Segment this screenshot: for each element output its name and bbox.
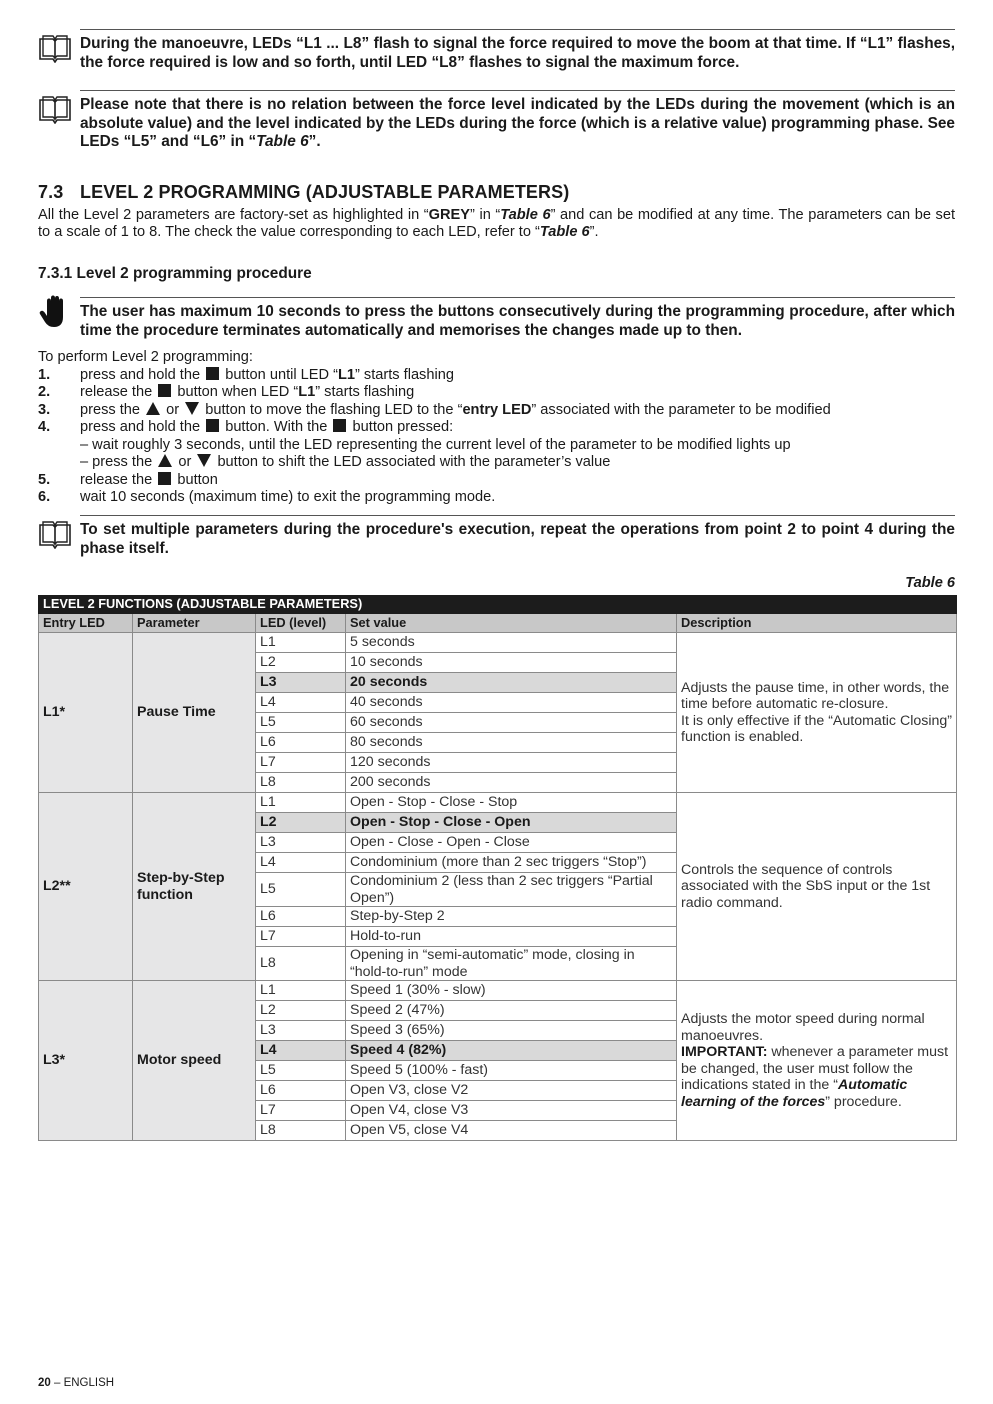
- led-level-cell: L2: [256, 813, 346, 833]
- stop-button-icon: [333, 419, 346, 432]
- led-level-cell: L4: [256, 1041, 346, 1061]
- led-level-cell: L5: [256, 873, 346, 907]
- automatic-learning-link[interactable]: Automatic learning of the forces: [681, 1077, 908, 1110]
- note-text: Please note that there is no relation between the force level indicated by the LEDs during the movement (which is an absolute value) and the level indicated by the LEDs during the force (which is a relative value) programming phase. See LEDs “L5” and “L6” in “Table 6”.: [80, 96, 955, 150]
- set-value-cell: Speed 4 (82%): [346, 1041, 677, 1061]
- led-level-cell: L8: [256, 1121, 346, 1141]
- stop-button-icon: [158, 472, 171, 485]
- note-time-limit: [38, 297, 955, 343]
- set-value-cell: 80 seconds: [346, 733, 677, 753]
- set-value-cell: Step-by-Step 2: [346, 907, 677, 927]
- book-icon: [38, 35, 72, 63]
- led-level-cell: L3: [256, 833, 346, 853]
- step-3: 3. press the or button to move the flashing LED to the “entry LED” associated with the parameter to be modified: [38, 401, 831, 418]
- stop-button-icon: [206, 367, 219, 380]
- parameter-cell: Pause Time: [133, 633, 256, 793]
- parameter-cell: Motor speed: [133, 981, 256, 1141]
- led-level-cell: L7: [256, 927, 346, 947]
- column-header: Set value: [346, 614, 677, 633]
- description-cell: Adjusts the motor speed during normal manoeuvres. IMPORTANT: whenever a parameter must be changed, the user must follow the indications stated in the “Automatic learning of the forces” procedure.: [677, 981, 957, 1141]
- set-value-cell: 10 seconds: [346, 653, 677, 673]
- book-icon: [38, 96, 72, 124]
- led-level-cell: L2: [256, 653, 346, 673]
- note-multiple-params: [38, 515, 955, 561]
- set-value-cell: Opening in “semi-automatic” mode, closing in “hold-to-run” mode: [346, 947, 677, 981]
- page-footer: [38, 1377, 114, 1389]
- set-value-cell: Open - Stop - Close - Open: [346, 813, 677, 833]
- led-level-cell: L1: [256, 633, 346, 653]
- entry-led-cell: L3*: [39, 981, 133, 1141]
- step-4-sub-a: – wait roughly 3 seconds, until the LED representing the current level of the parameter to be modified lights up: [80, 436, 791, 453]
- stop-button-icon: [158, 384, 171, 397]
- section-title: 7.3 LEVEL 2 PROGRAMMING (ADJUSTABLE PARAMETERS): [38, 182, 570, 202]
- entry-led-cell: L1*: [39, 633, 133, 793]
- set-value-cell: Speed 5 (100% - fast): [346, 1061, 677, 1081]
- table-6-link[interactable]: Table 6: [256, 133, 309, 150]
- set-value-cell: Open V5, close V4: [346, 1121, 677, 1141]
- level2-functions-table: [38, 595, 957, 1141]
- set-value-cell: Open V3, close V2: [346, 1081, 677, 1101]
- procedure-lead: To perform Level 2 programming:: [38, 349, 253, 365]
- led-level-cell: L5: [256, 713, 346, 733]
- led-level-cell: L8: [256, 947, 346, 981]
- table-row: [39, 981, 957, 1001]
- set-value-cell: Open V4, close V3: [346, 1101, 677, 1121]
- set-value-cell: 60 seconds: [346, 713, 677, 733]
- step-5: 5. release the button: [38, 471, 218, 488]
- entry-led-cell: L2**: [39, 793, 133, 981]
- subsection-title: 7.3.1 Level 2 programming procedure: [38, 265, 312, 282]
- led-level-cell: L1: [256, 981, 346, 1001]
- step-2: 2. release the button when LED “L1” starts flashing: [38, 384, 415, 400]
- led-level-cell: L6: [256, 907, 346, 927]
- set-value-cell: 120 seconds: [346, 753, 677, 773]
- divider: [80, 297, 955, 298]
- step-4-sub-b: – press the or button to shift the LED associated with the parameter’s value: [80, 454, 611, 470]
- led-level-cell: L8: [256, 773, 346, 793]
- table-title: LEVEL 2 FUNCTIONS (ADJUSTABLE PARAMETERS): [39, 596, 957, 614]
- set-value-cell: 20 seconds: [346, 673, 677, 693]
- set-value-cell: Hold-to-run: [346, 927, 677, 947]
- table-row: [39, 633, 957, 653]
- note-force-leds: [38, 29, 955, 75]
- table-6-link[interactable]: Table 6: [539, 224, 590, 241]
- set-value-cell: Open - Stop - Close - Stop: [346, 793, 677, 813]
- set-value-cell: Speed 2 (47%): [346, 1001, 677, 1021]
- parameter-cell: Step-by-Step function: [133, 793, 256, 981]
- set-value-cell: 5 seconds: [346, 633, 677, 653]
- led-level-cell: L4: [256, 693, 346, 713]
- led-level-cell: L2: [256, 1001, 346, 1021]
- up-arrow-icon: [146, 402, 160, 415]
- description-cell: Controls the sequence of controls associated with the SbS input or the 1st radio command.: [677, 793, 957, 981]
- step-1: 1. press and hold the button until LED “L1” starts flashing: [38, 366, 454, 383]
- led-level-cell: L7: [256, 753, 346, 773]
- set-value-cell: Open - Close - Open - Close: [346, 833, 677, 853]
- down-arrow-icon: [185, 402, 199, 415]
- footer-language: – ENGLISH: [50, 1377, 115, 1389]
- note-force-relation: [38, 90, 955, 152]
- procedure-steps: [38, 349, 955, 507]
- hand-stop-icon: [38, 295, 72, 329]
- led-level-cell: L7: [256, 1101, 346, 1121]
- divider: [80, 515, 955, 516]
- set-value-cell: Condominium (more than 2 sec triggers “Stop”): [346, 853, 677, 873]
- column-header: Description: [677, 614, 957, 633]
- led-level-cell: L6: [256, 1081, 346, 1101]
- led-level-cell: L3: [256, 1021, 346, 1041]
- led-level-cell: L5: [256, 1061, 346, 1081]
- divider: [80, 90, 955, 91]
- stop-button-icon: [206, 419, 219, 432]
- down-arrow-icon: [197, 454, 211, 467]
- page-number: 20: [38, 1377, 51, 1389]
- table-row: [39, 793, 957, 813]
- book-icon: [38, 521, 72, 549]
- note-text: The user has maximum 10 seconds to press the buttons consecutively during the programming procedure, after which time the procedure terminates automatically and memorises the changes made up to then.: [80, 303, 955, 339]
- table-6-link[interactable]: Table 6: [500, 207, 551, 223]
- step-4: 4. press and hold the button. With the button pressed:: [38, 419, 454, 435]
- note-text: To set multiple parameters during the procedure's execution, repeat the operations from point 2 to point 4 during the phase itself.: [80, 521, 955, 557]
- table-caption: Table 6: [905, 575, 955, 591]
- set-value-cell: Speed 1 (30% - slow): [346, 981, 677, 1001]
- column-header: Entry LED: [39, 614, 133, 633]
- set-value-cell: 200 seconds: [346, 773, 677, 793]
- description-cell: Adjusts the pause time, in other words, the time before automatic re-closure. It is only effective if the “Automatic Closing” function is enabled.: [677, 633, 957, 793]
- led-level-cell: L6: [256, 733, 346, 753]
- set-value-cell: Speed 3 (65%): [346, 1021, 677, 1041]
- led-level-cell: L1: [256, 793, 346, 813]
- led-level-cell: L3: [256, 673, 346, 693]
- set-value-cell: 40 seconds: [346, 693, 677, 713]
- set-value-cell: Condominium 2 (less than 2 sec triggers “Partial Open”): [346, 873, 677, 907]
- column-header: LED (level): [256, 614, 346, 633]
- step-6: 6. wait 10 seconds (maximum time) to exit the programming mode.: [38, 489, 496, 505]
- led-level-cell: L4: [256, 853, 346, 873]
- up-arrow-icon: [158, 454, 172, 467]
- section-intro: All the Level 2 parameters are factory-set as highlighted in “GREY” in “Table 6” and can be modified at any time. The parameters can be set to a scale of 1 to 8. The check the value corresponding to each LED, refer to “Table 6”.: [38, 207, 956, 241]
- column-header: Parameter: [133, 614, 256, 633]
- divider: [80, 29, 955, 30]
- note-text: During the manoeuvre, LEDs “L1 ... L8” flash to signal the force required to move the boom at that time. If “L1” flashes, the force required is low and so forth, until LED “L8” flashes to signal the maximum force.: [80, 35, 955, 71]
